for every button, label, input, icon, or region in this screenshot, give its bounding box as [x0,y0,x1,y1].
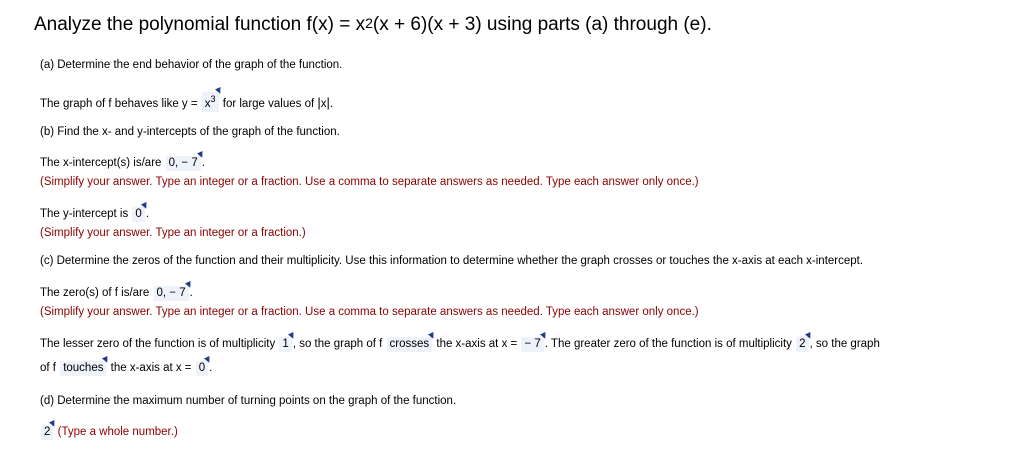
greater-zero-multiplicity[interactable]: 2 [796,337,808,352]
end-behavior-answer[interactable]: $x^3$ [202,92,219,112]
part-a-answer-line: The graph of f behaves like $y = x^3$ for large values of |x|. [40,94,334,110]
y-intercept-line: The y-intercept is 0 . [40,208,150,220]
multiplicity-line-1: The lesser zero of the function is of multiplicity 1 , so the graph of f crosses the x-axis at x = − 7 . The greater zero of the function is of multiplicity 2 , so the graph [40,338,880,350]
x-intercept-line: The x-intercept(s) is/are 0, − 7 . [40,157,205,169]
greater-zero-behavior-select[interactable]: touches [60,361,106,376]
part-c-question: (c) Determine the zeros of the function and their multiplicity. Use this information to determine whether the graph crosses or touches the x-axis at each x-intercept. [40,255,864,267]
zeros-line: The zero(s) of f is/are 0, − 7 . [40,287,193,299]
greater-zero-x-answer[interactable]: 0 [196,361,208,376]
multiplicity-line-2: of f touches the x-axis at x = 0 . [40,362,213,374]
y-intercept-hint: (Simplify your answer. Type an integer or a fraction.) [40,227,306,239]
lesser-zero-multiplicity[interactable]: 1 [279,337,291,352]
lesser-zero-behavior-select[interactable]: crosses [387,337,433,352]
zeros-answer[interactable]: 0, − 7 [154,286,189,301]
x-intercept-answer[interactable]: 0, − 7 [166,156,201,171]
turning-points-answer[interactable]: 2 [41,425,53,440]
x-intercept-hint: (Simplify your answer. Type an integer or a fraction. Use a comma to separate answers as needed. Type each answer only once.) [40,176,699,188]
turning-points-line [40,424,178,440]
part-d-question: (d) Determine the maximum number of turning points on the graph of the function. [40,395,457,407]
part-b-question: (b) Find the x- and y-intercepts of the graph of the function. [40,126,340,138]
part-a-question: (a) Determine the end behavior of the graph of the function. [40,59,343,71]
zeros-hint: (Simplify your answer. Type an integer or a fraction. Use a comma to separate answers as needed. Type each answer only once.) [40,306,699,318]
lesser-zero-x-answer[interactable]: − 7 [521,337,543,352]
problem-title: Analyze the polynomial function $f(x) = x^2(x + 6)(x + 3)$ using parts (a) through (e). [34,14,712,35]
y-intercept-answer[interactable]: 0 [132,207,144,222]
turning-points-hint: (Type a whole number.) [57,426,178,438]
